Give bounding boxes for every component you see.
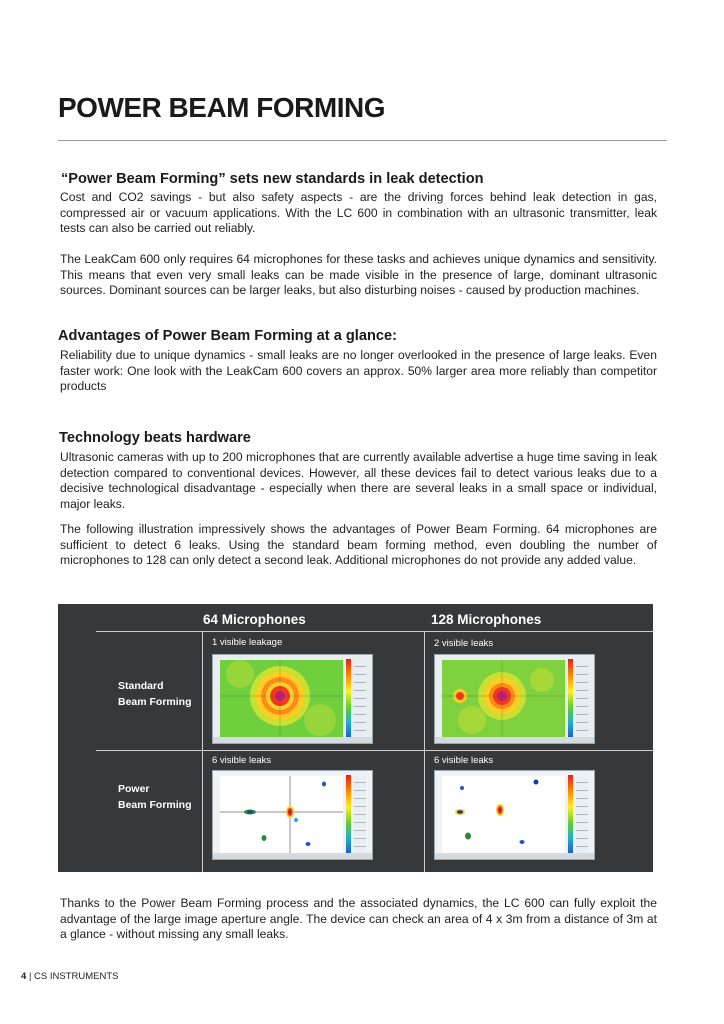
color-scale-ticks: [354, 775, 366, 855]
color-scale-bar: [346, 775, 351, 855]
paragraph-closing: Thanks to the Power Beam Forming process and the associated dynamics, the LC 600 can fully exploit the advantage of the large image aperture angle. The device can check an area of 4 x 3m from a distance of 3m at a glance - without missing any small leaks.: [60, 896, 657, 942]
heatmap-standard-128: [434, 654, 595, 744]
screen-footer-bar: [213, 853, 372, 859]
page-footer: [21, 971, 119, 982]
row-label-power-line2: Beam Forming: [118, 799, 192, 811]
page-title: POWER BEAM FORMING: [58, 92, 385, 123]
caption-power-128: 6 visible leaks: [434, 755, 494, 766]
column-header-64: 64 Microphones: [203, 612, 306, 627]
screen-footer-bar: [213, 737, 372, 743]
row-label-power-line1: Power: [118, 783, 150, 795]
paragraph-cost-savings: Cost and CO2 savings - but also safety aspects - are the driving forces behind leak detection in gas, compressed air or vacuum applications. With the LC 600 in combination with an ultrasonic transmitter, leak tests can also be carried out reliably.: [60, 190, 657, 236]
column-header-128: 128 Microphones: [431, 612, 542, 627]
figure-label-divider: [202, 631, 203, 872]
heatmap-power-128-plot: [442, 776, 565, 853]
heatmap-standard-64-plot: [220, 660, 343, 737]
row-label-standard: [118, 678, 192, 710]
heatmap-standard-64: [212, 654, 373, 744]
color-scale-ticks: [354, 659, 366, 739]
color-scale-ticks: [576, 659, 588, 739]
figure-row-divider: [96, 750, 653, 751]
row-label-standard-line1: Standard: [118, 680, 164, 692]
title-divider: [58, 140, 667, 141]
section-heading-technology: Technology beats hardware: [59, 430, 251, 446]
paragraph-illustration: The following illustration impressively shows the advantages of Power Beam Forming. 64 microphones are sufficient to detect 6 leaks. Using the standard beam forming method, even doubling the number of microphones to 128 can only detect a second leak. Additional microphones do not provide any added value.: [60, 522, 657, 568]
row-label-standard-line2: Beam Forming: [118, 696, 192, 708]
footer-page-number: 4: [21, 971, 27, 982]
row-label-power: [118, 781, 192, 813]
section-heading-standards: “Power Beam Forming” sets new standards in leak detection: [61, 171, 484, 187]
heatmap-power-64: [212, 770, 373, 860]
figure-column-divider: [424, 631, 425, 872]
screen-footer-bar: [435, 853, 594, 859]
color-scale-bar: [346, 659, 351, 739]
comparison-figure: [58, 604, 653, 872]
heatmap-power-64-plot: [220, 776, 343, 853]
section-heading-advantages: Advantages of Power Beam Forming at a glance:: [58, 328, 397, 344]
paragraph-advantages: Reliability due to unique dynamics - small leaks are no longer overlooked in the presence of large leaks. Even faster work: One look with the LeakCam 600 covers an approx. 50% larger area more reliably than competitor products: [60, 348, 657, 394]
paragraph-technology: Ultrasonic cameras with up to 200 microphones that are currently available advertise a huge time saving in leak detection compared to conventional devices. However, all these devices fail to detect various leaks due to a decisive technological disadvantage - especially when there are several leaks in a small space or individual, major leaks.: [60, 450, 657, 511]
color-scale-ticks: [576, 775, 588, 855]
paragraph-leakcam-microphones: The LeakCam 600 only requires 64 microphones for these tasks and achieves unique dynamics and sensitivity. This means that even very small leaks can be made visible in the presence of large, dominant ultrasonic sources. Dominant sources can be larger leaks, but also disturbing noises - caused by production machines.: [60, 252, 657, 298]
heatmap-standard-128-plot: [442, 660, 565, 737]
footer-separator: |: [28, 971, 32, 982]
footer-brand: CS INSTRUMENTS: [34, 971, 119, 982]
color-scale-bar: [568, 659, 573, 739]
screen-footer-bar: [435, 737, 594, 743]
caption-standard-64: 1 visible leakage: [212, 637, 283, 648]
caption-standard-128: 2 visible leaks: [434, 638, 494, 649]
heatmap-power-128: [434, 770, 595, 860]
caption-power-64: 6 visible leaks: [212, 755, 272, 766]
color-scale-bar: [568, 775, 573, 855]
figure-header-rule: [96, 631, 653, 632]
